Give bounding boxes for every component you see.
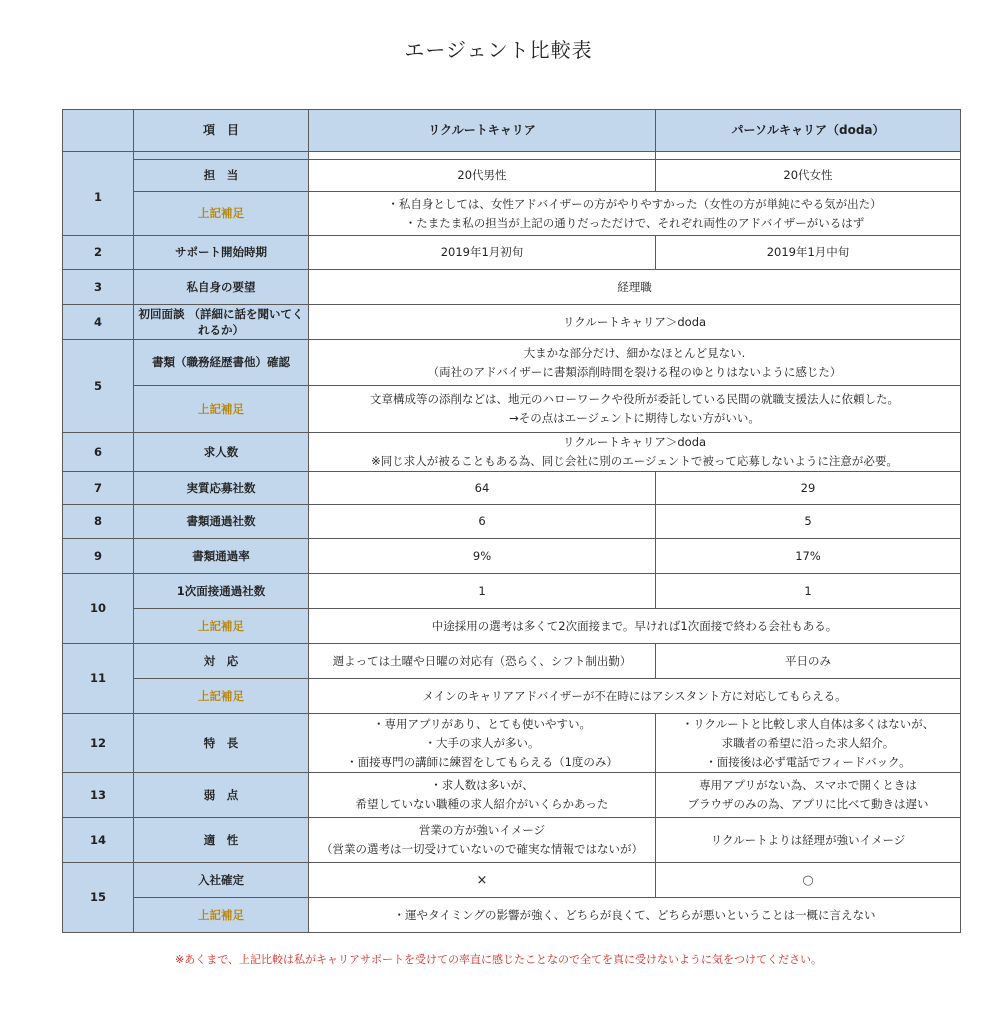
comparison-table — [62, 109, 961, 933]
cell-recruit: 2019年1月初旬 — [309, 236, 656, 270]
cell-doda: ・リクルートと比較し求人自体は多くはないが、 求職者の希望に沿った求人紹介。 ・面接後は必ず電話でフィードバック。 — [656, 714, 961, 773]
row-label: 求人数 — [134, 433, 309, 472]
supplement-label: 上記補足 — [134, 386, 309, 433]
header-gap-row — [63, 152, 961, 160]
supplement-label: 上記補足 — [134, 609, 309, 644]
table-row — [63, 340, 961, 386]
row-number: 6 — [63, 433, 134, 472]
cell-recruit: 64 — [309, 472, 656, 505]
row-label: 1次面接通過社数 — [134, 574, 309, 609]
table-row — [63, 574, 961, 609]
row-label: 実質応募社数 — [134, 472, 309, 505]
cell-recruit: 週よっては土曜や日曜の対応有（恐らく、シフト制出勤） — [309, 644, 656, 679]
header-row — [63, 110, 961, 152]
cell-doda: 平日のみ — [656, 644, 961, 679]
row-label: サポート開始時期 — [134, 236, 309, 270]
table-row — [63, 714, 961, 773]
table-row — [63, 818, 961, 863]
cell-doda: 29 — [656, 472, 961, 505]
cell-doda: 2019年1月中旬 — [656, 236, 961, 270]
row-number: 15 — [63, 863, 134, 933]
row-label: 特 長 — [134, 714, 309, 773]
row-label: 私自身の要望 — [134, 270, 309, 305]
row-number: 7 — [63, 472, 134, 505]
cell-doda: 5 — [656, 505, 961, 539]
row-number: 9 — [63, 539, 134, 574]
cell-recruit: ・専用アプリがあり、とても使いやすい。 ・大手の求人が多い。 ・面接専門の講師に練習をしてもらえる（1度のみ） — [309, 714, 656, 773]
row-number: 4 — [63, 305, 134, 340]
header-doda: パーソルキャリア（doda） — [656, 110, 961, 152]
row-label: 入社確定 — [134, 863, 309, 898]
table-row — [63, 472, 961, 505]
table-row — [63, 539, 961, 574]
cell-recruit: ・求人数は多いが、 希望していない職種の求人紹介がいくらかあった — [309, 773, 656, 818]
cell-doda: 17% — [656, 539, 961, 574]
cell-doda: 1 — [656, 574, 961, 609]
row-label: 書類通過率 — [134, 539, 309, 574]
cell-recruit: 営業の方が強いイメージ （営業の選考は一切受けていないので確実な情報ではないが） — [309, 818, 656, 863]
row-label: 担 当 — [134, 160, 309, 192]
header-item: 項 目 — [134, 110, 309, 152]
row-number: 2 — [63, 236, 134, 270]
row-number: 5 — [63, 340, 134, 433]
supplement-text: 中途採用の選考は多くて2次面接まで。早ければ1次面接で終わる会社もある。 — [309, 609, 961, 644]
footnote: ※あくまで、上記比較は私がキャリアサポートを受けての率直に感じたことなので全てを真に受けないように気をつけてください。 — [175, 953, 822, 966]
row-number: 8 — [63, 505, 134, 539]
header-empty-cell — [63, 110, 134, 152]
row-label: 対 応 — [134, 644, 309, 679]
cell-shared: 大まかな部分だけ、細かなほとんど見ない. （両社のアドバイザーに書類添削時間を裂ける程のゆとりはないように感じた） — [309, 340, 961, 386]
cell-doda: リクルートよりは経理が強いイメージ — [656, 818, 961, 863]
supplement-label: 上記補足 — [134, 192, 309, 236]
table-row-supplement — [63, 386, 961, 433]
cell-doda: ○ — [656, 863, 961, 898]
table-row — [63, 160, 961, 192]
cell-doda: 専用アプリがない為、スマホで開くときは ブラウザのみの為、アプリに比べて動きは遅い — [656, 773, 961, 818]
supplement-label: 上記補足 — [134, 898, 309, 933]
row-number: 12 — [63, 714, 134, 773]
table-row-supplement — [63, 609, 961, 644]
cell-recruit: 1 — [309, 574, 656, 609]
cell-recruit: 20代男性 — [309, 160, 656, 192]
row-label: 書類通過社数 — [134, 505, 309, 539]
page-title: エージェント比較表 — [404, 38, 593, 62]
cell-recruit: 9% — [309, 539, 656, 574]
cell-shared: リクルートキャリア＞doda — [309, 305, 961, 340]
table-row — [63, 305, 961, 340]
row-number: 11 — [63, 644, 134, 714]
table-row-supplement — [63, 898, 961, 933]
table-row — [63, 433, 961, 472]
table-row-supplement — [63, 192, 961, 236]
table-row — [63, 236, 961, 270]
supplement-text: ・運やタイミングの影響が強く、どちらが良くて、どちらが悪いということは一概に言えない — [309, 898, 961, 933]
row-number: 1 — [63, 160, 134, 236]
table-row — [63, 505, 961, 539]
table-row — [63, 863, 961, 898]
cell-recruit: × — [309, 863, 656, 898]
row-label: 弱 点 — [134, 773, 309, 818]
supplement-text: メインのキャリアアドバイザーが不在時にはアシスタント方に対応してもらえる。 — [309, 679, 961, 714]
row-label: 初回面談 （詳細に話を聞いてくれるか） — [134, 305, 309, 340]
header-recruit: リクルートキャリア — [309, 110, 656, 152]
supplement-text: ・私自身としては、女性アドバイザーの方がやりやすかった（女性の方が単純にやる気が出た） ・たまたま私の担当が上記の通りだっただけで、それぞれ両性のアドバイザーがいるはず — [309, 192, 961, 236]
row-number: 13 — [63, 773, 134, 818]
cell-recruit: 6 — [309, 505, 656, 539]
row-number: 14 — [63, 818, 134, 863]
row-number: 10 — [63, 574, 134, 644]
supplement-label: 上記補足 — [134, 679, 309, 714]
cell-doda: 20代女性 — [656, 160, 961, 192]
table-row — [63, 644, 961, 679]
cell-shared: リクルートキャリア＞doda ※同じ求人が被ることもある為、同じ会社に別のエージェントで被って応募しないように注意が必要。 — [309, 433, 961, 472]
row-label: 適 性 — [134, 818, 309, 863]
table-row — [63, 270, 961, 305]
row-number: 3 — [63, 270, 134, 305]
row-label: 書類（職務経歴書他）確認 — [134, 340, 309, 386]
table-row-supplement — [63, 679, 961, 714]
cell-shared: 経理職 — [309, 270, 961, 305]
table-row — [63, 773, 961, 818]
supplement-text: 文章構成等の添削などは、地元のハローワークや役所が委託している民間の就職支援法人に依頼した。 →その点はエージェントに期待しない方がいい。 — [309, 386, 961, 433]
